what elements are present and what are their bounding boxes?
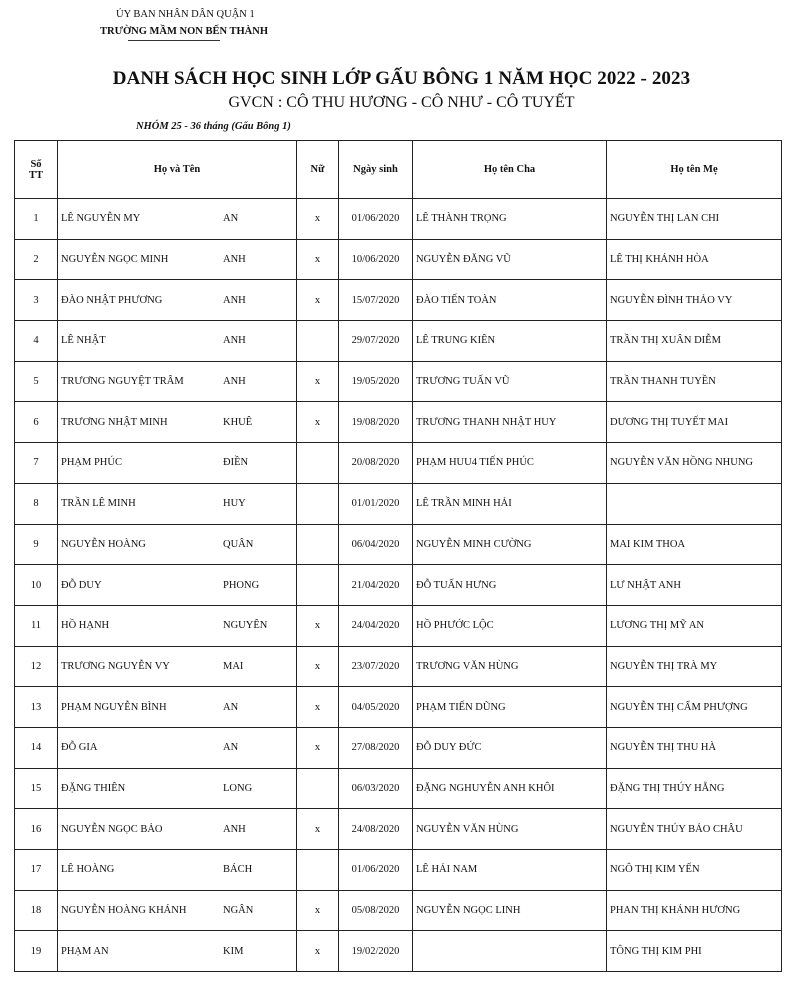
cell-stt: 19 bbox=[15, 931, 58, 972]
org-divider bbox=[128, 40, 220, 41]
cell-given-name: NGÂN bbox=[223, 905, 254, 917]
cell-name bbox=[58, 605, 297, 646]
cell-dob: 01/06/2020 bbox=[339, 850, 413, 891]
cell-name bbox=[58, 768, 297, 809]
table-row bbox=[15, 361, 782, 402]
cell-father: NGUYỄN VĂN HÙNG bbox=[413, 809, 607, 850]
cell-female: x bbox=[297, 361, 339, 402]
cell-stt: 3 bbox=[15, 280, 58, 321]
table-row bbox=[15, 687, 782, 728]
cell-female bbox=[297, 524, 339, 565]
cell-name bbox=[58, 890, 297, 931]
cell-given-name: AN bbox=[223, 213, 239, 225]
cell-family-name: LÊ HOÀNG bbox=[61, 864, 115, 876]
cell-mother: TRẦN THỊ XUÂN DIỄM bbox=[607, 321, 782, 362]
cell-female: x bbox=[297, 239, 339, 280]
cell-dob: 24/08/2020 bbox=[339, 809, 413, 850]
col-header-stt-line2: TT bbox=[28, 169, 43, 181]
cell-mother: NGUYỄN THỊ CẨM PHƯỢNG bbox=[607, 687, 782, 728]
cell-name bbox=[58, 931, 297, 972]
cell-dob: 19/02/2020 bbox=[339, 931, 413, 972]
cell-family-name: NGUYỄN HOÀNG bbox=[61, 538, 146, 550]
cell-mother: NGUYỄN THÚY BẢO CHÂU bbox=[607, 809, 782, 850]
cell-stt: 14 bbox=[15, 727, 58, 768]
table-row bbox=[15, 321, 782, 362]
table-row bbox=[15, 565, 782, 606]
table-body bbox=[15, 199, 782, 972]
cell-stt: 17 bbox=[15, 850, 58, 891]
group-label: NHÓM 25 - 36 tháng (Gấu Bông 1) bbox=[136, 121, 291, 132]
cell-family-name: PHẠM PHÚC bbox=[61, 457, 122, 469]
cell-dob: 19/05/2020 bbox=[339, 361, 413, 402]
cell-father: HỒ PHƯỚC LỘC bbox=[413, 605, 607, 646]
table-row bbox=[15, 199, 782, 240]
cell-mother: PHAN THỊ KHÁNH HƯƠNG bbox=[607, 890, 782, 931]
cell-given-name: AN bbox=[223, 701, 239, 713]
cell-dob: 15/07/2020 bbox=[339, 280, 413, 321]
cell-father: NGUYỄN MINH CƯỜNG bbox=[413, 524, 607, 565]
cell-given-name: AN bbox=[223, 742, 239, 754]
cell-family-name: PHẠM NGUYỄN BÌNH bbox=[61, 701, 167, 713]
cell-name bbox=[58, 727, 297, 768]
cell-mother: NGUYỄN THỊ THU HÀ bbox=[607, 727, 782, 768]
table-row bbox=[15, 890, 782, 931]
cell-given-name: ANH bbox=[223, 823, 246, 835]
cell-stt: 2 bbox=[15, 239, 58, 280]
cell-female: x bbox=[297, 687, 339, 728]
cell-dob: 06/04/2020 bbox=[339, 524, 413, 565]
cell-mother bbox=[607, 483, 782, 524]
table-row bbox=[15, 239, 782, 280]
cell-stt: 8 bbox=[15, 483, 58, 524]
table-row bbox=[15, 483, 782, 524]
cell-dob: 24/04/2020 bbox=[339, 605, 413, 646]
cell-given-name: HUY bbox=[223, 498, 246, 510]
cell-dob: 23/07/2020 bbox=[339, 646, 413, 687]
col-header-name: Họ và Tên bbox=[58, 141, 297, 199]
table-row bbox=[15, 646, 782, 687]
cell-family-name: HỒ HẠNH bbox=[61, 620, 110, 632]
cell-family-name: TRƯƠNG NHẬT MINH bbox=[61, 416, 168, 428]
cell-family-name: PHẠM AN bbox=[61, 945, 109, 957]
cell-family-name: LÊ NHẬT bbox=[61, 335, 106, 347]
cell-stt: 16 bbox=[15, 809, 58, 850]
cell-female: x bbox=[297, 402, 339, 443]
cell-stt: 12 bbox=[15, 646, 58, 687]
table-row bbox=[15, 524, 782, 565]
cell-given-name: KHUÊ bbox=[223, 416, 253, 428]
cell-stt: 11 bbox=[15, 605, 58, 646]
cell-dob: 27/08/2020 bbox=[339, 727, 413, 768]
cell-female: x bbox=[297, 280, 339, 321]
cell-mother: LÊ THỊ KHÁNH HÒA bbox=[607, 239, 782, 280]
cell-female: x bbox=[297, 931, 339, 972]
cell-dob: 06/03/2020 bbox=[339, 768, 413, 809]
cell-family-name: LÊ NGUYỄN MY bbox=[61, 213, 141, 225]
col-header-father: Họ tên Cha bbox=[413, 141, 607, 199]
cell-family-name: NGUYỄN NGỌC BẢO bbox=[61, 823, 163, 835]
cell-mother: NGUYỄN THỊ TRÀ MY bbox=[607, 646, 782, 687]
table-row bbox=[15, 931, 782, 972]
col-header-female: Nữ bbox=[297, 141, 339, 199]
cell-female bbox=[297, 321, 339, 362]
cell-father: ĐÀO TIẾN TOÀN bbox=[413, 280, 607, 321]
cell-name bbox=[58, 850, 297, 891]
cell-mother: NGUYỄN VĂN HỒNG NHUNG bbox=[607, 443, 782, 484]
cell-dob: 05/08/2020 bbox=[339, 890, 413, 931]
cell-given-name: KIM bbox=[223, 945, 244, 957]
cell-mother: MAI KIM THOA bbox=[607, 524, 782, 565]
cell-family-name: ĐỖ DUY bbox=[61, 579, 102, 591]
cell-female: x bbox=[297, 646, 339, 687]
table-row bbox=[15, 280, 782, 321]
col-header-dob: Ngày sinh bbox=[339, 141, 413, 199]
cell-father: PHẠM HUU4 TIẾN PHÚC bbox=[413, 443, 607, 484]
cell-name bbox=[58, 565, 297, 606]
org-line-1: ỦY BAN NHÂN DÂN QUẬN 1 bbox=[116, 9, 255, 20]
cell-stt: 5 bbox=[15, 361, 58, 402]
cell-female bbox=[297, 483, 339, 524]
cell-given-name: BÁCH bbox=[223, 864, 253, 876]
cell-father: LÊ TRUNG KIÊN bbox=[413, 321, 607, 362]
cell-given-name: MAI bbox=[223, 660, 244, 672]
cell-family-name: NGUYỄN HOÀNG KHÁNH bbox=[61, 905, 187, 917]
cell-dob: 01/01/2020 bbox=[339, 483, 413, 524]
cell-stt: 4 bbox=[15, 321, 58, 362]
cell-mother: LƯƠNG THỊ MỸ AN bbox=[607, 605, 782, 646]
table-row bbox=[15, 443, 782, 484]
cell-name bbox=[58, 199, 297, 240]
cell-dob: 29/07/2020 bbox=[339, 321, 413, 362]
cell-name bbox=[58, 239, 297, 280]
cell-female bbox=[297, 565, 339, 606]
cell-stt: 10 bbox=[15, 565, 58, 606]
student-table bbox=[14, 140, 782, 972]
cell-father bbox=[413, 931, 607, 972]
cell-female: x bbox=[297, 727, 339, 768]
cell-given-name: ANH bbox=[223, 376, 246, 388]
cell-family-name: TRƯƠNG NGUYỄN VY bbox=[61, 660, 170, 672]
cell-mother: LƯ NHẬT ANH bbox=[607, 565, 782, 606]
cell-name bbox=[58, 687, 297, 728]
cell-stt: 7 bbox=[15, 443, 58, 484]
cell-stt: 13 bbox=[15, 687, 58, 728]
cell-stt: 15 bbox=[15, 768, 58, 809]
cell-family-name: TRƯƠNG NGUYỆT TRÂM bbox=[61, 376, 184, 388]
cell-female bbox=[297, 768, 339, 809]
cell-name bbox=[58, 280, 297, 321]
cell-father: LÊ THÀNH TRỌNG bbox=[413, 199, 607, 240]
cell-name bbox=[58, 402, 297, 443]
cell-mother: TRẦN THANH TUYỀN bbox=[607, 361, 782, 402]
cell-mother: NGUYỄN THỊ LAN CHI bbox=[607, 199, 782, 240]
cell-family-name: NGUYỄN NGỌC MINH bbox=[61, 254, 169, 266]
cell-father: PHẠM TIẾN DŨNG bbox=[413, 687, 607, 728]
cell-father: TRƯƠNG THANH NHẬT HUY bbox=[413, 402, 607, 443]
cell-female: x bbox=[297, 890, 339, 931]
cell-given-name: ANH bbox=[223, 294, 246, 306]
cell-given-name: LONG bbox=[223, 782, 253, 794]
cell-dob: 21/04/2020 bbox=[339, 565, 413, 606]
cell-father: NGUYỄN ĐĂNG VŨ bbox=[413, 239, 607, 280]
cell-father: ĐỖ TUẤN HƯNG bbox=[413, 565, 607, 606]
col-header-stt bbox=[15, 141, 58, 199]
table-row bbox=[15, 402, 782, 443]
cell-name bbox=[58, 443, 297, 484]
cell-dob: 01/06/2020 bbox=[339, 199, 413, 240]
cell-mother: DƯƠNG THỊ TUYẾT MAI bbox=[607, 402, 782, 443]
cell-name bbox=[58, 483, 297, 524]
cell-father: LÊ TRẦN MINH HẢI bbox=[413, 483, 607, 524]
table-row bbox=[15, 850, 782, 891]
cell-given-name: ANH bbox=[223, 254, 246, 266]
cell-given-name: QUÂN bbox=[223, 538, 254, 550]
cell-father: ĐẶNG NGHUYỄN ANH KHÔI bbox=[413, 768, 607, 809]
cell-female bbox=[297, 850, 339, 891]
cell-name bbox=[58, 524, 297, 565]
cell-family-name: ĐỖ GIA bbox=[61, 742, 98, 754]
cell-given-name: ĐIỀN bbox=[223, 457, 249, 469]
cell-name bbox=[58, 809, 297, 850]
cell-female: x bbox=[297, 199, 339, 240]
cell-given-name: NGUYÊN bbox=[223, 620, 268, 632]
cell-father: NGUYỄN NGỌC LINH bbox=[413, 890, 607, 931]
col-header-stt-line1: Số bbox=[30, 158, 42, 170]
cell-dob: 04/05/2020 bbox=[339, 687, 413, 728]
cell-name bbox=[58, 321, 297, 362]
cell-dob: 10/06/2020 bbox=[339, 239, 413, 280]
cell-given-name: ANH bbox=[223, 335, 246, 347]
table-header-row bbox=[15, 141, 782, 199]
col-header-mother: Họ tên Mẹ bbox=[607, 141, 782, 199]
cell-stt: 9 bbox=[15, 524, 58, 565]
cell-given-name: PHONG bbox=[223, 579, 260, 591]
cell-female: x bbox=[297, 605, 339, 646]
cell-mother: NGUYỄN ĐÌNH THẢO VY bbox=[607, 280, 782, 321]
cell-mother: NGÔ THỊ KIM YẾN bbox=[607, 850, 782, 891]
cell-dob: 19/08/2020 bbox=[339, 402, 413, 443]
page-title: DANH SÁCH HỌC SINH LỚP GẤU BÔNG 1 NĂM HỌC 2022 - 2023 bbox=[112, 68, 691, 89]
cell-mother: TÔNG THỊ KIM PHI bbox=[607, 931, 782, 972]
table-row bbox=[15, 768, 782, 809]
cell-female bbox=[297, 443, 339, 484]
org-line-2: TRƯỜNG MẦM NON BẾN THÀNH bbox=[100, 26, 268, 37]
cell-female: x bbox=[297, 809, 339, 850]
cell-dob: 20/08/2020 bbox=[339, 443, 413, 484]
cell-family-name: ĐÀO NHẬT PHƯƠNG bbox=[61, 294, 163, 306]
table-row bbox=[15, 605, 782, 646]
cell-family-name: ĐẶNG THIÊN bbox=[61, 782, 126, 794]
table-row bbox=[15, 809, 782, 850]
cell-father: TRƯƠNG TUẤN VŨ bbox=[413, 361, 607, 402]
cell-stt: 1 bbox=[15, 199, 58, 240]
cell-father: TRƯƠNG VĂN HÙNG bbox=[413, 646, 607, 687]
table-row bbox=[15, 727, 782, 768]
cell-name bbox=[58, 646, 297, 687]
cell-father: LÊ HẢI NAM bbox=[413, 850, 607, 891]
cell-family-name: TRẦN LÊ MINH bbox=[61, 498, 136, 510]
page-subtitle: GVCN : CÔ THU HƯƠNG - CÔ NHƯ - CÔ TUYẾT bbox=[228, 94, 575, 111]
cell-stt: 18 bbox=[15, 890, 58, 931]
cell-mother: ĐẶNG THỊ THÚY HẰNG bbox=[607, 768, 782, 809]
cell-stt: 6 bbox=[15, 402, 58, 443]
cell-name bbox=[58, 361, 297, 402]
cell-father: ĐỖ DUY ĐỨC bbox=[413, 727, 607, 768]
